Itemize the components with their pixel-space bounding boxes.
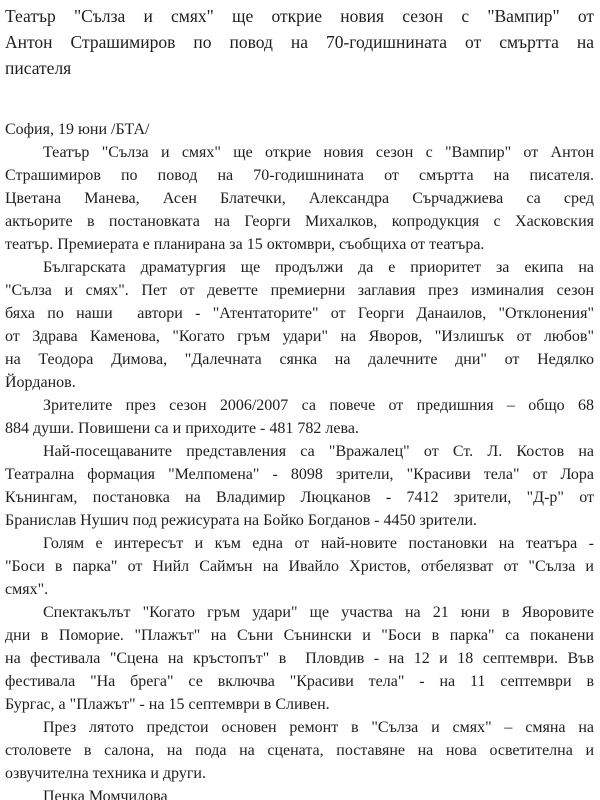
text-line: на Теодора Димова, "Далечната сянка на далечните дни" от Недялко [5, 351, 594, 368]
title-line: Антон Страшимиров по повод на 70-годишнината от смъртта на [5, 32, 594, 52]
text-line: Голям е интересът и към една от най-новите постановки на театъра - [43, 535, 594, 552]
text-line: Кънингам, постановка на Владимир Люцканов - 7412 зрители, "Д-р" от [5, 489, 594, 506]
text-line: Театрална формация "Мелпомена" - 8098 зрители, "Красиви тела" от Лора [5, 466, 594, 483]
paragraph [5, 601, 594, 716]
text-line: През лятото предстои основен ремонт в "Сълза и смях" – смяна на [43, 719, 594, 736]
text-line: озвучителна техника и други. [5, 765, 206, 782]
text-line: Бранислав Нушич под режисурата на Бойко Богданов - 4450 зрители. [5, 512, 478, 529]
paragraph [5, 785, 594, 800]
text-line: Спектакълът "Когато гръм удари" ще участва на 21 юни в Яворовите [43, 604, 594, 621]
text-line: театър. Премиерата е планирана за 15 октомври, съобщиха от театъра. [5, 236, 485, 253]
text-line: "Сълза и смях". Пет от деветте премиерни заглавия през изминалия сезон [5, 282, 594, 299]
paragraph [5, 256, 594, 394]
text-line: фестивала "На брега" се включва "Красиви тела" - на 11 септември в [5, 673, 594, 690]
paragraph [5, 440, 594, 532]
text-line: София, 19 юни /БТА/ [5, 121, 150, 138]
article-title [5, 3, 594, 81]
paragraph [5, 394, 594, 440]
text-line: 884 души. Повишени са и приходите - 481 782 лева. [5, 420, 359, 437]
text-line: Цветана Манева, Асен Блатечки, Александра Сърчаджиева са сред [5, 190, 594, 207]
text-line: Бургас, а "Плажът" - на 15 септември в Сливен. [5, 696, 330, 713]
text-line: столовете в салона, на пода на сцената, поставяне на нова осветителна и [5, 742, 594, 759]
text-line: актьорите в постановката на Георги Михалков, копродукция с Хасковския [5, 213, 594, 230]
text-line: Зрителите през сезон 2006/2007 са повече от предишния – общо 68 [43, 397, 594, 414]
text-line: Най-посещаваните представления са "Вражалец" от Ст. Л. Костов на [43, 443, 594, 460]
text-line: от Здрава Каменова, "Когато гръм удари" на Яворов, "Излишък от любов" [5, 328, 594, 345]
text-line: Йорданов. [5, 374, 76, 391]
text-line: смях". [5, 581, 49, 598]
text-line: Страшимиров по повод на 70-годишнината от смъртта на писателя. [5, 167, 594, 184]
text-line: бяха по наши автори - "Атентаторите" от Георги Данаилов, "Отклонения" [5, 305, 594, 322]
text-line: Българската драматургия ще продължи да е приоритет за екипа на [43, 259, 594, 276]
paragraph [5, 141, 594, 256]
text-line: дни в Поморие. "Плажът" на Съни Сънински и "Боси в парка" са поканени [5, 627, 594, 644]
text-line: "Боси в парка" от Нийл Саймън на Ивайло Христов, отбелязват от "Сълза и [5, 558, 594, 575]
paragraph [5, 716, 594, 785]
text-line: на фестивала "Сцена на кръстопът" в Пловдив - на 12 и 18 септември. Във [5, 650, 594, 667]
paragraph [5, 532, 594, 601]
article-body [5, 118, 594, 800]
paragraph [5, 118, 594, 141]
title-line: писателя [5, 58, 72, 78]
text-line: Театър "Сълза и смях" ще открие новия сезон с "Вампир" от Антон [43, 144, 594, 161]
title-line: Театър "Сълза и смях" ще открие новия сезон с "Вампир" от [5, 6, 594, 26]
text-line: Пенка Момчилова [43, 788, 168, 800]
